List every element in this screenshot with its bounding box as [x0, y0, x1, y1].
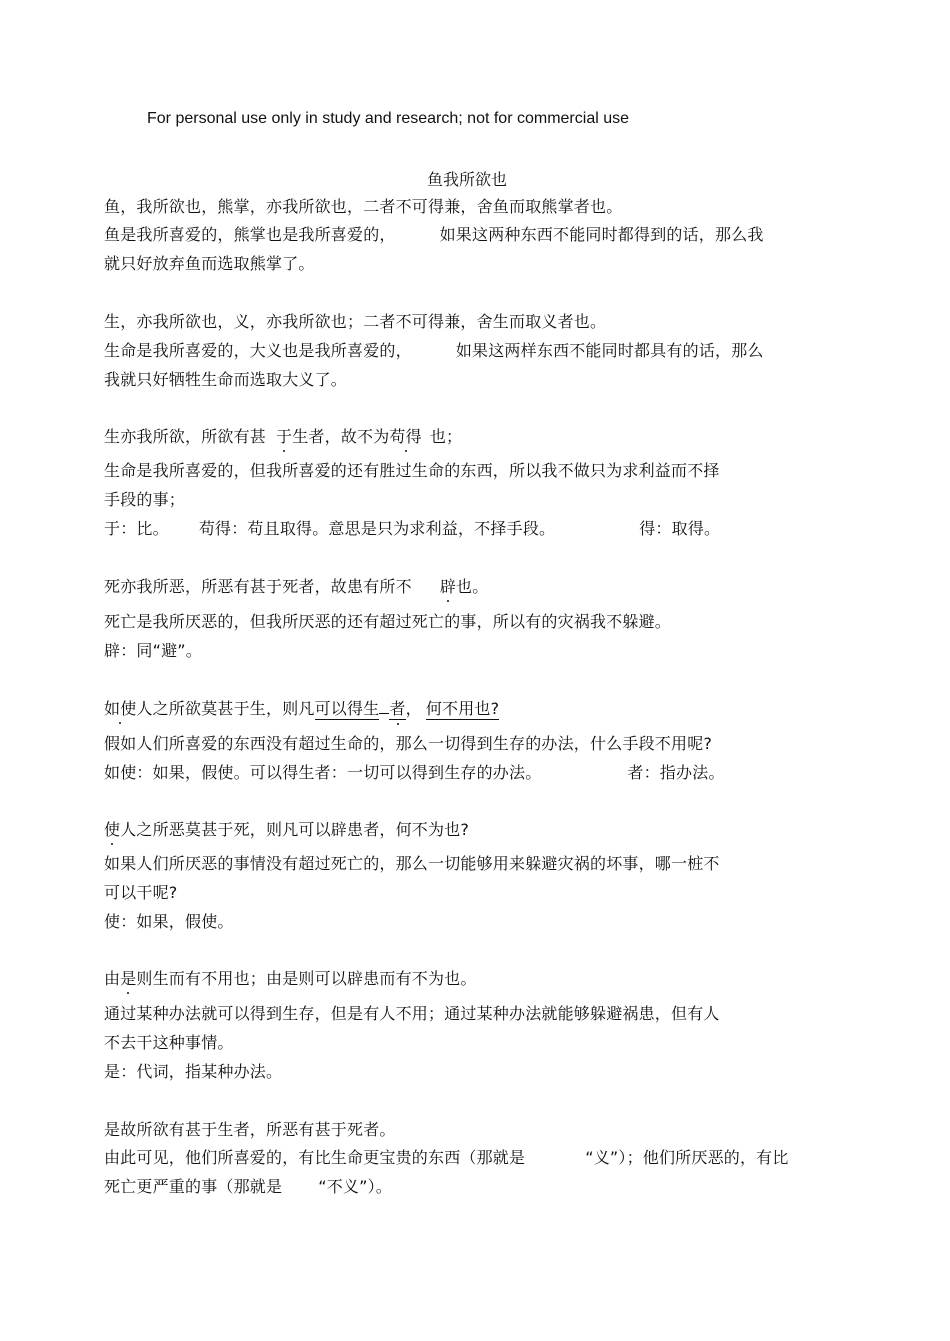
translation-line: 死亡更严重的事（那就是 “不义”）。: [104, 1177, 392, 1196]
translation-line: 鱼是我所喜爱的，熊掌也是我所喜爱的， 如果这两种东西不能同时都得到的话，那么我: [104, 225, 764, 244]
translation-line: 手段的事；: [104, 490, 186, 509]
annotation-line: 是：代词，指某种办法。: [104, 1062, 283, 1081]
translation-line: 假如人们所喜爱的东西没有超过生命的，那么一切得到生存的办法，什么手段不用呢?: [104, 734, 713, 753]
original-text: 使人之所恶莫甚于死，则凡可以辟患者，何不为也?: [104, 820, 470, 839]
translation-line: 生命是我所喜爱的，大义也是我所喜爱的， 如果这两样东西不能同时都具有的话，那么: [104, 341, 764, 360]
original-text: 是故所欲有甚于生者，所恶有甚于死者。: [104, 1120, 396, 1139]
translation-line: 由此可见，他们所喜爱的，有比生命更宝贵的东西（那就是 “义”）；他们所厌恶的，有比: [104, 1148, 789, 1167]
original-text: 生亦我所欲，所欲有甚 于生者，故不为苟得 也；: [104, 427, 463, 446]
translation-line: 死亡是我所厌恶的，但我所厌恶的还有超过死亡的事，所以有的灾祸我不躲避。: [104, 612, 672, 631]
original-text: 如使人之所欲莫甚于生，则凡可以得生 者， 何不用也?: [104, 699, 500, 718]
translation-line: 生命是我所喜爱的，但我所喜爱的还有胜过生命的东西，所以我不做只为求利益而不择: [104, 461, 720, 480]
page-title: 鱼我所欲也: [427, 170, 508, 189]
translation-line: 就只好放弃鱼而选取熊掌了。: [104, 254, 315, 273]
translation-line: 通过某种办法就可以得到生存，但是有人不用；通过某种办法就能够躲避祸患，但有人: [104, 1004, 720, 1023]
annotation-line: 于：比。 苟得：苟且取得。意思是只为求利益，不择手段。 得：取得。: [104, 519, 721, 538]
translation-line: 可以干呢?: [104, 883, 178, 902]
translation-line: 我就只好牺牲生命而选取大义了。: [104, 370, 348, 389]
translation-line: 不去干这种事情。: [104, 1033, 234, 1052]
translation-line: 如果人们所厌恶的事情没有超过死亡的，那么一切能够用来躲避灾祸的坏事，哪一桩不: [104, 854, 720, 873]
annotation-line: 使：如果，假使。: [104, 912, 234, 931]
annotation-line: 如使：如果，假使。可以得生者：一切可以得到生存的办法。 者：指办法。: [104, 763, 725, 782]
original-text: 死亦我所恶，所恶有甚于死者，故患有所不 辟也。: [104, 577, 489, 596]
annotation-line: 辟：同“避”。: [104, 641, 202, 660]
original-text: 由是则生而有不用也；由是则可以辟患而有不为也。: [104, 969, 477, 988]
original-text: 生，亦我所欲也，义，亦我所欲也；二者不可得兼，舍生而取义者也。: [104, 312, 607, 331]
copyright-header: For personal use only in study and research; not for commercial use: [147, 110, 630, 127]
original-text: 鱼，我所欲也，熊掌，亦我所欲也，二者不可得兼，舍鱼而取熊掌者也。: [104, 197, 623, 216]
